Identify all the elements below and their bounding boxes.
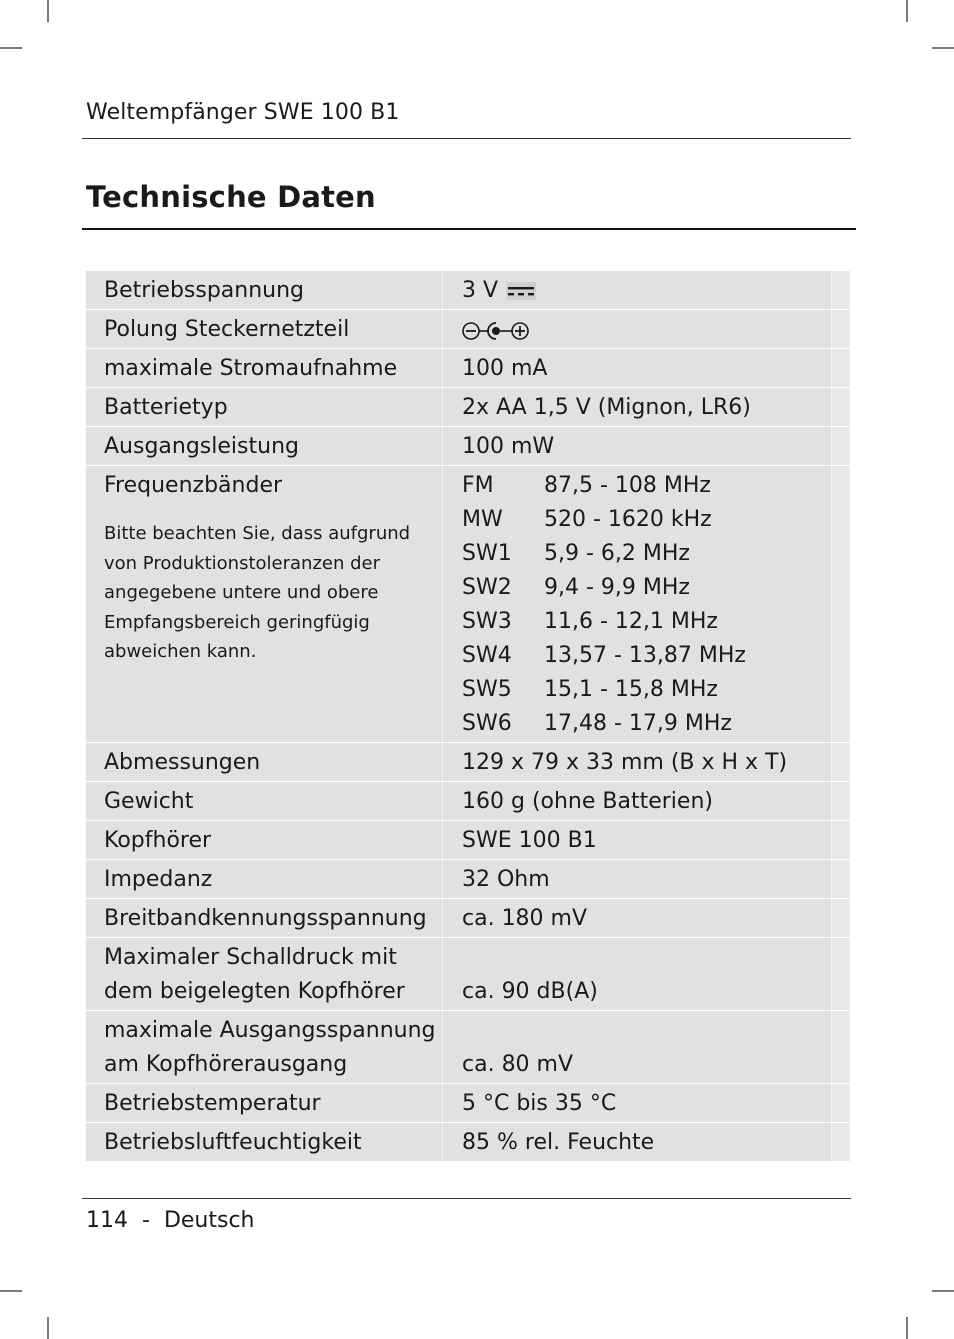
page-number: 114: [86, 1208, 128, 1233]
crop-mark: [932, 1290, 954, 1292]
frequency-band-list: [443, 466, 850, 742]
spec-value: ca. 80 mV: [462, 1052, 574, 1077]
spec-label-cell: [86, 1011, 443, 1083]
spec-label: Ausgangsleistung: [86, 427, 443, 465]
band-range: 11,6 - 12,1 MHz: [544, 609, 718, 634]
spec-value: ca. 90 dB(A): [462, 979, 598, 1004]
band-name: SW4: [462, 643, 512, 668]
band-name: FM: [462, 473, 494, 498]
spec-value: 100 mW: [462, 434, 555, 459]
spec-value: 85 % rel. Feuchte: [462, 1130, 655, 1155]
note-line: von Produktionstoleranzen der: [104, 552, 381, 574]
spec-label-cell: [86, 466, 443, 742]
spec-label-line: dem beigelegten Kopfhörer: [104, 979, 405, 1004]
spec-value: 2x AA 1,5 V (Mignon, LR6): [462, 395, 751, 420]
band-name: SW5: [462, 677, 512, 702]
spec-label-cell: [86, 938, 443, 1010]
spec-value: [443, 271, 850, 309]
spec-label-line: Maximaler Schalldruck mit: [104, 945, 397, 970]
spec-label: Abmessungen: [86, 743, 443, 781]
table-row: [86, 899, 850, 938]
spec-table: [86, 271, 850, 1162]
band-range: 520 - 1620 kHz: [544, 507, 712, 532]
table-row: [86, 782, 850, 821]
band-name: SW3: [462, 609, 512, 634]
crop-mark: [906, 0, 908, 22]
spec-label: Betriebsluftfeuchtigkeit: [86, 1123, 443, 1161]
table-row: [86, 1011, 850, 1084]
table-row: [86, 310, 850, 349]
table-row: [86, 388, 850, 427]
spec-value: SWE 100 B1: [462, 828, 597, 853]
note-line: Empfangsbereich geringfügig: [104, 611, 370, 633]
band-range: 5,9 - 6,2 MHz: [544, 541, 690, 566]
running-header: Weltempfänger SWE 100 B1: [86, 100, 400, 125]
frequency-note: [104, 519, 442, 667]
operating-voltage-value: 3 V: [462, 278, 499, 303]
band-line: [462, 503, 850, 537]
title-rule: [82, 228, 856, 230]
band-name: MW: [462, 507, 503, 532]
table-row: [86, 938, 850, 1011]
page-footer: [86, 1208, 255, 1233]
footer-separator: -: [142, 1208, 150, 1233]
band-line: [462, 707, 850, 741]
crop-mark: [0, 1290, 22, 1292]
crop-mark: [47, 0, 49, 22]
spec-label: Kopfhörer: [86, 821, 443, 859]
spec-label-line: maximale Ausgangsspannung: [104, 1018, 436, 1043]
polarity-icon: [462, 320, 530, 342]
spec-label: Impedanz: [86, 860, 443, 898]
band-line: [462, 673, 850, 707]
spec-value: 5 °C bis 35 °C: [462, 1091, 617, 1116]
band-range: 87,5 - 108 MHz: [544, 473, 711, 498]
table-row: [86, 1123, 850, 1162]
spec-value: 32 Ohm: [462, 867, 550, 892]
spec-value: 160 g (ohne Batterien): [462, 789, 713, 814]
crop-mark: [0, 47, 22, 49]
table-row: [86, 271, 850, 310]
footer-language: Deutsch: [163, 1208, 255, 1233]
band-range: 13,57 - 13,87 MHz: [544, 643, 746, 668]
spec-value: 129 x 79 x 33 mm (B x H x T): [462, 750, 788, 775]
band-line: [462, 639, 850, 673]
spec-value: ca. 180 mV: [462, 906, 588, 931]
header-rule: [82, 138, 851, 139]
note-line: abweichen kann.: [104, 641, 257, 662]
band-line: [462, 571, 850, 605]
crop-mark: [932, 47, 954, 49]
footer-rule: [82, 1198, 851, 1199]
spec-label: Batterietyp: [86, 388, 443, 426]
spec-label: Gewicht: [86, 782, 443, 820]
table-row: [86, 427, 850, 466]
band-line: [462, 537, 850, 571]
spec-label: Betriebstemperatur: [86, 1084, 443, 1122]
table-row: [86, 743, 850, 782]
band-line: [462, 469, 850, 503]
band-line: [462, 605, 850, 639]
table-row: [86, 860, 850, 899]
table-row: [86, 821, 850, 860]
table-row: [86, 349, 850, 388]
spec-value-cell: [443, 1011, 850, 1083]
spec-label-line: am Kopfhörerausgang: [104, 1052, 348, 1077]
band-name: SW2: [462, 575, 512, 600]
spec-value: [443, 310, 850, 348]
page-title: Technische Daten: [86, 180, 376, 214]
dc-voltage-icon: [506, 282, 536, 300]
spec-value: 100 mA: [462, 356, 548, 381]
band-name: SW6: [462, 711, 512, 736]
note-line: Bitte beachten Sie, dass aufgrund: [104, 523, 411, 544]
band-range: 15,1 - 15,8 MHz: [544, 677, 718, 702]
spec-label: Betriebsspannung: [86, 271, 443, 309]
spec-label: maximale Stromaufnahme: [86, 349, 443, 387]
band-range: 17,48 - 17,9 MHz: [544, 711, 732, 736]
band-name: SW1: [462, 541, 512, 566]
spec-label: Polung Steckernetzteil: [86, 310, 443, 348]
table-row: [86, 1084, 850, 1123]
spec-label: Frequenzbänder: [104, 473, 283, 498]
spec-value-cell: [443, 938, 850, 1010]
note-line: angegebene untere und obere: [104, 582, 379, 603]
crop-mark: [47, 1317, 49, 1339]
spec-label: Breitbandkennungsspannung: [86, 899, 443, 937]
crop-mark: [906, 1317, 908, 1339]
table-row-frequency-bands: [86, 466, 850, 743]
band-range: 9,4 - 9,9 MHz: [544, 575, 690, 600]
